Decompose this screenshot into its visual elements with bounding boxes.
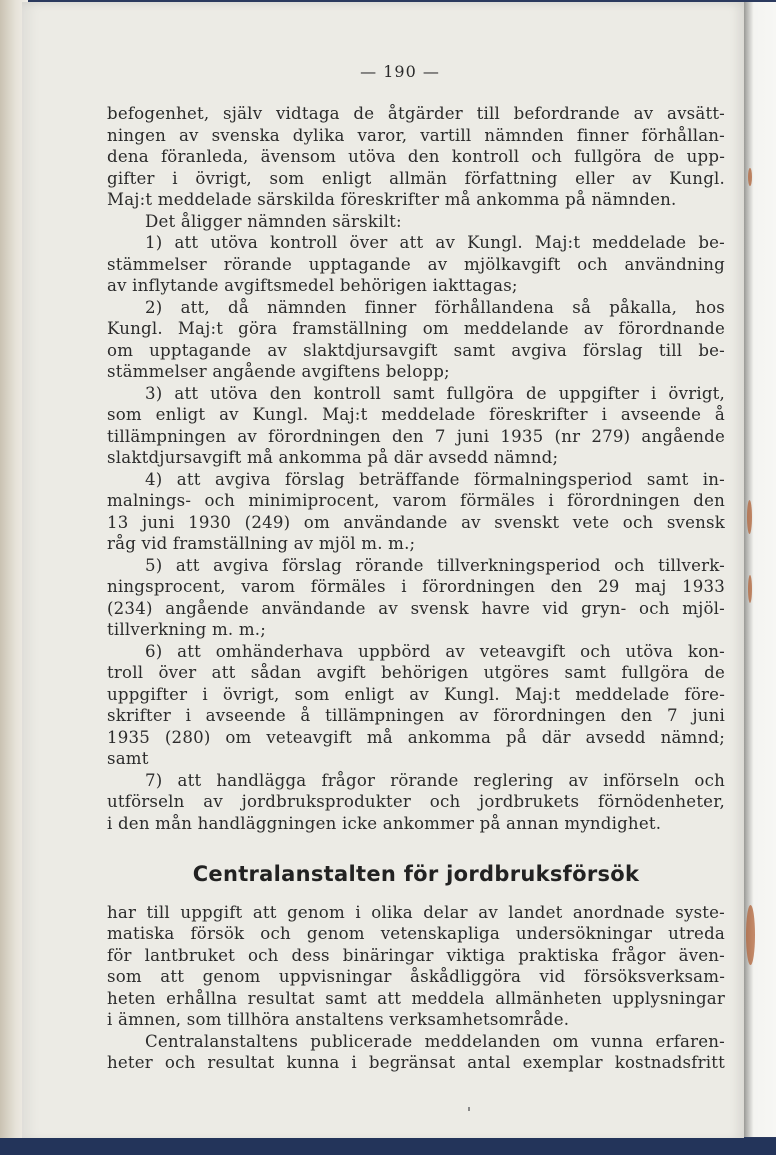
foxing-stain xyxy=(746,905,755,965)
text-line: 2) att, då nämnden finner förhållandena så påkalla, hos xyxy=(145,297,725,317)
text-line: har till uppgift att genom i olika delar av landet anordnade syste- xyxy=(107,902,725,922)
foxing-stain xyxy=(748,575,752,603)
text-line: 5) att avgiva förslag rörande tillverkningsperiod och tillverk- xyxy=(145,555,725,575)
text-line: dena föranleda, ävensom utöva den kontroll och fullgöra de upp- xyxy=(107,147,725,166)
text-line: 3) att utöva den kontroll samt fullgöra de uppgifter i övrigt, xyxy=(145,383,725,403)
text-line: Maj:t meddelade särskilda föreskrifter må ankomma på nämnden. xyxy=(107,190,677,209)
foxing-stain xyxy=(747,500,752,534)
text-line: stämmelser rörande upptagande av mjölkavgift och användning xyxy=(107,254,725,274)
foxing-stain xyxy=(748,168,752,186)
text-line: heter och resultat kunna i begränsat antal exemplar kostnadsfritt xyxy=(107,1053,725,1072)
text-line: samt xyxy=(107,749,149,768)
text-line: uppgifter i övrigt, som enligt av Kungl. Maj:t meddelade före- xyxy=(107,684,725,704)
print-mark xyxy=(468,1107,470,1111)
text-line: ningsprocent, varom förmäles i förordningen den 29 maj 1933 xyxy=(107,577,725,596)
text-line: matiska försök och genom vetenskapliga undersökningar utreda xyxy=(107,924,725,943)
text-line: som enligt av Kungl. Maj:t meddelade föreskrifter i avseende å xyxy=(107,405,725,424)
body-text xyxy=(107,103,725,1074)
text-line: Kungl. Maj:t göra framställning om meddelande av förordnande xyxy=(107,319,725,338)
text-line: i ämnen, som tillhöra anstaltens verksamhetsområde. xyxy=(107,1010,570,1029)
text-line: tillämpningen av förordningen den 7 juni 1935 (nr 279) angående xyxy=(107,426,725,446)
text-line: i den mån handläggningen icke ankommer på annan myndighet. xyxy=(107,813,662,833)
text-line: stämmelser angående avgiftens belopp; xyxy=(107,362,450,381)
text-line: råg vid framställning av mjöl m. m.; xyxy=(107,534,416,553)
section-heading: Centralanstalten för jordbruksförsök xyxy=(192,862,640,886)
text-line: skrifter i avseende å tillämpningen av förordningen den 7 juni xyxy=(107,706,725,725)
text-line: slaktdjursavgift må ankomma på där avsedd nämnd; xyxy=(107,448,559,467)
text-line: som att genom uppvisningar åskådliggöra vid försöksverksam- xyxy=(107,967,725,986)
text-line: heten erhållna resultat samt att meddela allmänheten upplysningar xyxy=(107,988,725,1008)
text-line: troll över att sådan avgift behörigen utgöres samt fullgöra de xyxy=(107,663,725,682)
page-number: — 190 — xyxy=(360,62,440,81)
text-line: befogenhet, själv vidtaga de åtgärder till befordrande av avsätt- xyxy=(107,104,725,123)
text-line: tillverkning m. m.; xyxy=(107,620,267,639)
text-line: för lantbruket och dess binäringar viktiga praktiska frågor även- xyxy=(107,945,725,965)
text-line: 6) att omhänderhava uppbörd av veteavgift och utöva kon- xyxy=(145,641,725,661)
text-line: av inflytande avgiftsmedel behörigen iakttagas; xyxy=(107,276,518,295)
text-line: (234) angående användande av svensk havre vid gryn- och mjöl- xyxy=(107,598,725,618)
text-line: Det åligger nämnden särskilt: xyxy=(145,211,402,231)
text-line: ningen av svenska dylika varor, vartill nämnden finner förhållan- xyxy=(107,125,725,145)
text-line: 4) att avgiva förslag beträffande förmalningsperiod samt in- xyxy=(145,469,725,489)
text-line: 1935 (280) om veteavgift må ankomma på där avsedd nämnd; xyxy=(107,727,725,747)
text-line: 1) att utöva kontroll över att av Kungl. Maj:t meddelade be- xyxy=(145,233,725,252)
text-line: gifter i övrigt, som enligt allmän författning eller av Kungl. xyxy=(107,168,725,188)
text-line: 13 juni 1930 (249) om användande av svenskt vete och svensk xyxy=(107,512,725,532)
text-line: malnings- och minimiprocent, varom förmäles i förordningen den xyxy=(107,491,725,510)
text-line: Centralanstaltens publicerade meddelanden om vunna erfaren- xyxy=(145,1031,725,1051)
text-line: 7) att handlägga frågor rörande reglering av införseln och xyxy=(145,770,725,790)
text-line: om upptagande av slaktdjursavgift samt avgiva förslag till be- xyxy=(107,340,725,360)
text-line: utförseln av jordbruksprodukter och jordbrukets förnödenheter, xyxy=(107,792,725,811)
cover-edge xyxy=(0,1138,776,1155)
